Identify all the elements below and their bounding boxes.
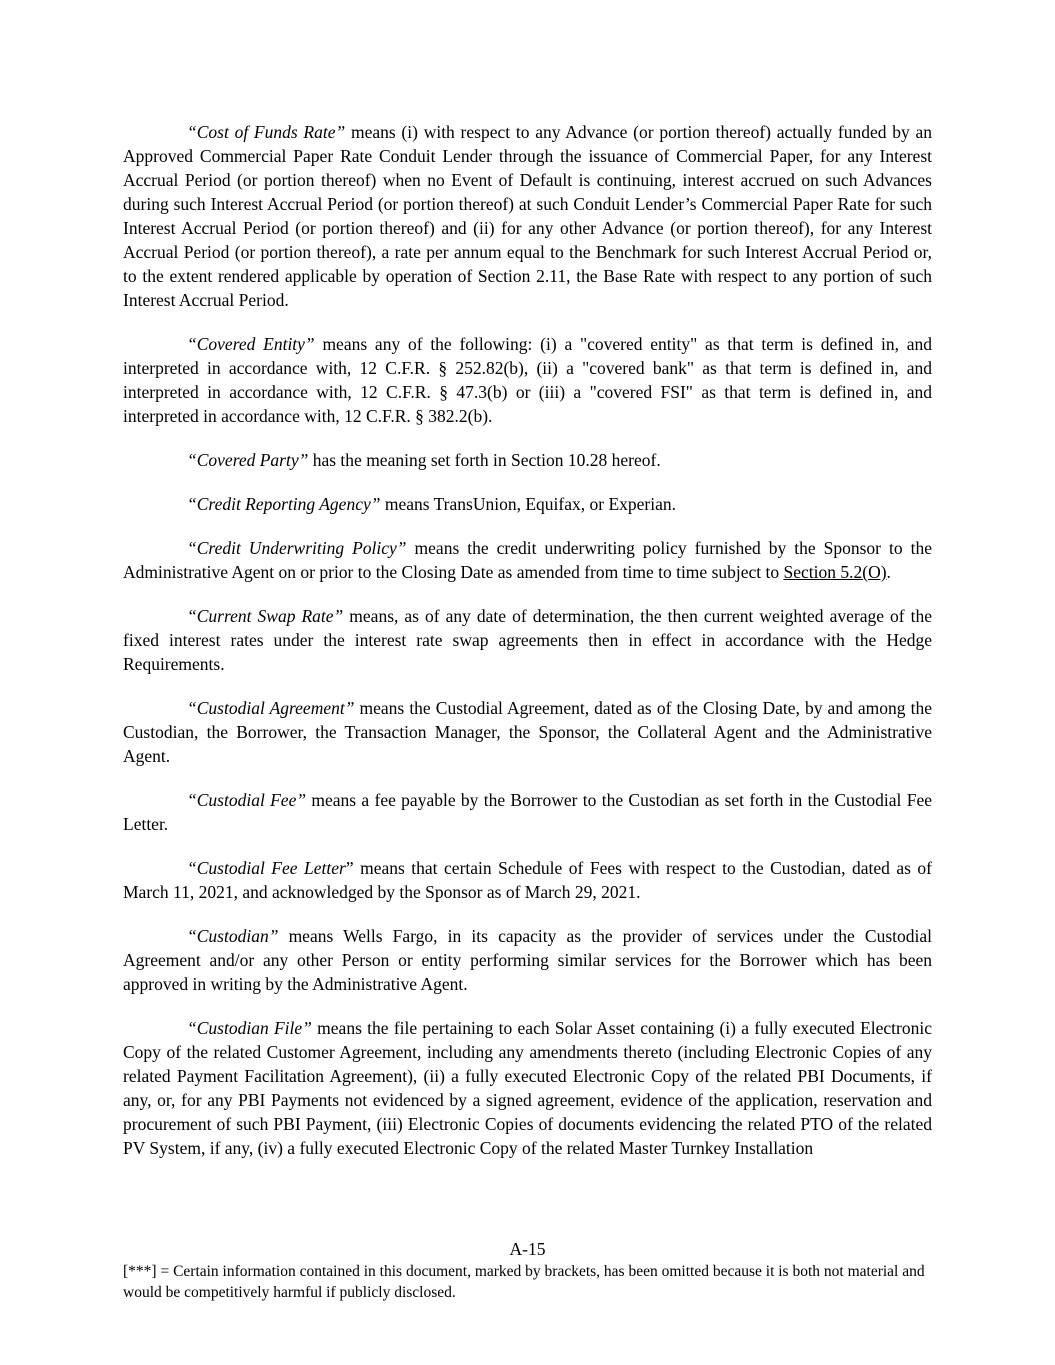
footnote: [***] = Certain information contained in this document, marked by brackets, has been omitted because it is both not material and would be competitively harmful if publicly disclosed. xyxy=(123,1263,925,1301)
body-text: means the file pertaining to each Solar Asset containing (i) a fully executed Electronic Copy of the related Customer Agreement, including any amendments thereto (including Electronic Copies of any related Payment Facilitation Agreement), (ii) a fully executed Electronic Copy of the related PBI Documents, if any, or, for any PBI Payments not evidenced by a signed agreement, evidence of the application, reservation and procurement of such PBI Payment, (iii) Electronic Copies of documents evidencing the related PTO of the related PV System, if any, (iv) a fully executed Electronic Copy of the related Master Turnkey Installation xyxy=(123,1018,932,1158)
section-reference: Section 5.2(O) xyxy=(783,562,887,582)
body-text: means a fee payable by the Borrower to the Custodian as set forth in the Custodial Fee Letter. xyxy=(123,790,932,834)
definition-paragraph xyxy=(123,604,932,676)
definition-paragraph xyxy=(123,1016,932,1160)
document-body xyxy=(123,120,932,1180)
body-text: has the meaning set forth in Section 10.28 hereof. xyxy=(308,450,661,470)
defined-term: “Custodial Fee” xyxy=(187,790,307,810)
definition-paragraph xyxy=(123,120,932,312)
defined-term: “Credit Underwriting Policy” xyxy=(187,538,407,558)
definition-paragraph xyxy=(123,788,932,836)
body-text: ” means that certain Schedule of Fees with respect to the Custodian, dated as of March 11, 2021, and acknowledged by the Sponsor as of March 29, 2021. xyxy=(123,858,932,902)
definition-paragraph xyxy=(123,924,932,996)
definition-paragraph xyxy=(123,696,932,768)
definition-paragraph xyxy=(123,332,932,428)
defined-term: “Covered Entity” xyxy=(187,334,315,354)
body-text: means (i) with respect to any Advance (or portion thereof) actually funded by an Approved Commercial Paper Rate Conduit Lender through the issuance of Commercial Paper, for any Interest Accrual Period (or portion thereof) when no Event of Default is continuing, interest accrued on such Advances during such Interest Accrual Period (or portion thereof) at such Conduit Lender’s Commercial Paper Rate for such Interest Accrual Period (or portion thereof) and (ii) for any other Advance (or portion thereof), for any Interest Accrual Period (or portion thereof), a rate per annum equal to the Benchmark for such Interest Accrual Period or, to the extent rendered applicable by operation of Section 2.11, the Base Rate with respect to any portion of such Interest Accrual Period. xyxy=(123,122,932,310)
body-text: means the credit underwriting policy furnished by the Sponsor to the Administrative Agent on or prior to the Closing Date as amended from time to time subject to xyxy=(123,538,932,582)
defined-term: “Cost of Funds Rate” xyxy=(187,122,346,142)
defined-term: “Current Swap Rate” xyxy=(187,606,344,626)
body-text: means, as of any date of determination, the then current weighted average of the fixed interest rates under the interest rate swap agreements then in effect in accordance with the Hedge Requirements. xyxy=(123,606,932,674)
defined-term: “Custodian” xyxy=(187,926,279,946)
body-text: . xyxy=(886,562,891,582)
defined-term: “Custodial Fee Letter xyxy=(187,858,346,878)
defined-term: “Custodial Agreement” xyxy=(187,698,355,718)
page-number: A-15 xyxy=(509,1239,546,1259)
definition-paragraph xyxy=(123,448,932,472)
defined-term: “Custodian File” xyxy=(187,1018,312,1038)
body-text: means any of the following: (i) a "covered entity" as that term is defined in, and interpreted in accordance with, 12 C.F.R. § 252.82(b), (ii) a "covered bank" as that term is defined in, and interpreted in accordance with, 12 C.F.R. § 47.3(b) or (iii) a "covered FSI" as that term is defined in, and interpreted in accordance with, 12 C.F.R. § 382.2(b). xyxy=(123,334,932,426)
definition-paragraph xyxy=(123,536,932,584)
body-text: means TransUnion, Equifax, or Experian. xyxy=(380,494,676,514)
definition-paragraph xyxy=(123,492,932,516)
definition-paragraph xyxy=(123,856,932,904)
defined-term: “Credit Reporting Agency” xyxy=(187,494,381,514)
body-text: means Wells Fargo, in its capacity as the provider of services under the Custodial Agreement and/or any other Person or entity performing similar services for the Borrower which has been approved in writing by the Administrative Agent. xyxy=(123,926,932,994)
body-text: means the Custodial Agreement, dated as of the Closing Date, by and among the Custodian, the Borrower, the Transaction Manager, the Sponsor, the Collateral Agent and the Administrative Agent. xyxy=(123,698,932,766)
defined-term: “Covered Party” xyxy=(187,450,309,470)
